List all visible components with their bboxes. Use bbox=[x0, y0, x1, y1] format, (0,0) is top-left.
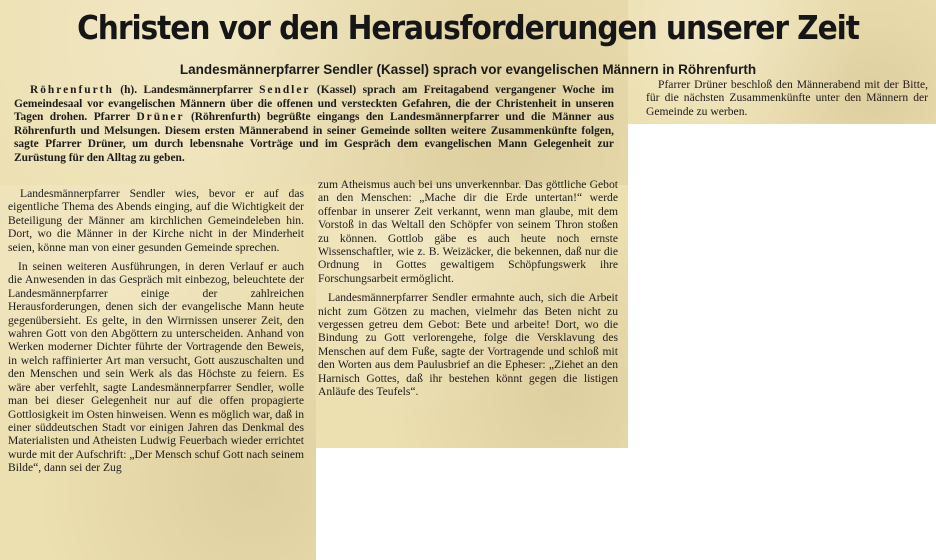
article-column-right bbox=[646, 78, 928, 118]
article-lead-paragraph bbox=[14, 84, 614, 165]
lead-text-3: (Röhrenfurth) begrüßte eingangs den Landesmännerpfarrer und die Männer aus Röhrenfurth und Melsungen. Diesem ersten Männerabend in seiner Gemeinde sollten weitere Zusammenkünfte folgen, sagte Pfarrer Drüner, um durch lebensnahe Vorträge und im Gespräch dem evangelischen Mann Gelegenheit zur Zurüstung für den Alltag zu geben. bbox=[14, 111, 614, 164]
lead-name-druener: Drüner bbox=[136, 111, 185, 123]
col2-paragraph-2: Landesmännerpfarrer Sendler ermahnte auch, sich die Arbeit nicht zum Götzen zu machen, vielmehr das Beten nicht zu vergessen getreu dem Gebot: Bete und arbeite! Dort, wo die Bindung zu Gott verlorengehe, folge die Versklavung des Menschen auf dem Fuße, sagte der Vortragende und schloß mit den Worten aus dem Paulusbrief an die Epheser: „Ziehet an den Harnisch Gottes, daß ihr bestehen könnt gegen die listigen Anläufe des Teufels“. bbox=[318, 291, 618, 399]
lead-text-2: (Kassel) sprach am Freitagabend vergangener Woche im Gemeindesaal vor evangelischen Männern über die offenen und versteckten Gefahren, die der Christenheit in unseren Tagen drohen. Pfarrer bbox=[14, 84, 614, 123]
article-headline: Christen vor den Herausforderungen unserer Zeit bbox=[77, 8, 859, 47]
col2-paragraph-1: zum Atheismus auch bei uns unverkennbar. Das göttliche Gebot an den Menschen: „Mache dir die Erde untertan!“ werde offenbar in unserer Zeit verkannt, wenn man glaube, mit dem Vorstoß in das Weltall den Schöpfer von seinem Thron stoßen zu können. Gottlob gäbe es auch heute noch ernste Wissenschaftler, wie z. B. Weizäcker, die bekennen, daß nur die Ordnung in Gottes gewaltigem Schöpfungswerk ihre Forschungsarbeit ermöglicht. bbox=[318, 178, 618, 285]
col3-paragraph-1: Pfarrer Drüner beschloß den Männerabend mit der Bitte, für die nächsten Zusammenkünfte unter den Männern der Gemeinde zu werben. bbox=[646, 78, 928, 118]
article-column-left bbox=[8, 187, 304, 475]
lead-place: Röhrenfurth bbox=[30, 84, 114, 96]
article-subheadline: Landesmännerpfarrer Sendler (Kassel) sprach vor evangelischen Männern in Röhrenfurth bbox=[179, 62, 757, 77]
col1-paragraph-1: Landesmännerpfarrer Sendler wies, bevor er auf das eigentliche Thema des Abends einging, auf die Wichtigkeit der Beteiligung der Männer am kirchlichen Gemeindeleben hin. Dort, wo die Männer in der Kirche nicht in der Minderheit seien, könne man von einer gesunden Gemeinde sprechen. bbox=[8, 187, 304, 254]
lead-text-1: (h). Landesmännerpfarrer bbox=[113, 84, 260, 96]
col1-paragraph-2: In seinen weiteren Ausführungen, in deren Verlauf er auch die Anwesenden in das Gespräch mit einbezog, beleuchtete der Landesmännerpfarrer einige der zahlreichen Herausforderungen, denen sich der evangelische Mann heute gegenübersieht. Es gelte, in den Wirrnissen unserer Zeit, den wahren Gott von den Abgöttern zu unterscheiden. Anhand von Werken moderner Dichter führte der Vortragende den Beweis, in welch raffinierter Art man versucht, Gott auszuschalten und den Menschen und sein Werk als das Höchste zu feiern. Es wäre aber verfehlt, sagte Landesmännerpfarrer Sendler, wolle man bei dieser Gelegenheit nur auf die offen propagierte Gottlosigkeit im Osten hinweisen. Wenn es möglich war, daß in einer süddeutschen Stadt vor einigen Jahren das Denkmal des Materialisten und Atheisten Ludwig Feuerbach wieder errichtet wurde mit der Aufschrift: „Der Mensch schuf Gott nach seinem Bilde“, dann sei der Zug bbox=[8, 260, 304, 475]
lead-name-sendler: Sendler bbox=[259, 84, 311, 96]
article-column-middle bbox=[318, 178, 618, 399]
